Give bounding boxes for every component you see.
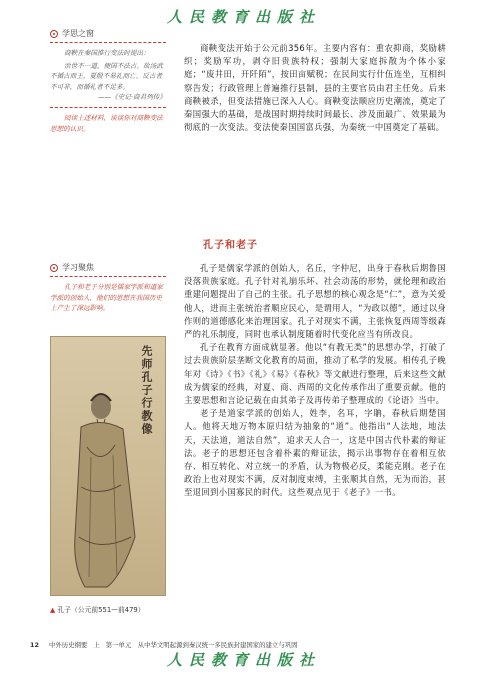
portrait-caption-text: 孔子（公元前551—前479） [57, 606, 145, 614]
sidebar-box-focus [50, 262, 166, 314]
paragraph-shang-yang: 商鞅变法开始于公元前356年。主要内容有：重农抑商，奖励耕织；奖励军功，剥夺旧贵族特权；强制大家庭拆散为个体小家庭；“废井田，开阡陌”，按田亩赋税；在民间实行什伍连坐，互相纠察告发；行政管理上普遍推行县制，县的主要官员由君主任免。后来商鞅被杀，但变法措施已深入人心。商鞅变法顺应历史潮流，奠定了秦国强大的基础，是战国时期持续时间最长、涉及面最广、效果最为彻底的一次变法。变法使秦国国富兵强，为秦统一中国奠定了基础。 [184, 43, 446, 133]
sidebar-focus-text: 孔子和老子分别是儒家学派和道家学派的创始人，他们的思想在我国历史上产生了深远影响。 [50, 283, 163, 313]
portrait-calligraphy: 先师孔子行教像 [140, 345, 153, 436]
paragraph-laozi: 老子是道家学派的创始人，姓李，名耳，字聃，春秋后期楚国人。他将天地万物本原归结为抽象的“道”。他指出“人法地，地法天，天法道，道法自然”，追求天人合一，这是中国古代朴素的辩证法。老子的思想还包含着朴素的辩证法，揭示出事物存在着相互依存、相互转化、对立统一的矛盾，认为物极必反，柔能克刚。老子在政治上也对现实不满，反对制度束缚，主张顺其自然，无为而治，甚至退回到小国寡民的时代。这些观点见于《老子》一书。 [184, 408, 446, 498]
sidebar-box-title: 学思之窗 [62, 29, 94, 38]
page-footer [30, 640, 298, 649]
confucius-portrait [50, 336, 166, 596]
sidebar-box-header [50, 262, 166, 273]
divider [50, 107, 166, 108]
sidebar-box-header [50, 28, 166, 39]
sidebar-question: 阅读上述材料，谈谈你对商鞅变法思想的认识。 [50, 113, 163, 133]
book-title: 中外历史纲要 [48, 641, 88, 649]
quote-source: ——《史记·商君列传》 [97, 93, 166, 102]
sidebar-box-title: 学习聚焦 [62, 263, 94, 272]
divider [50, 276, 166, 277]
sidebar-box-thinking [50, 28, 166, 134]
page-number: 12 [30, 641, 39, 649]
publisher-logo-bottom: 人民教育出版社 [166, 651, 321, 669]
unit-title: 第一单元 从中华文明起源到秦汉统一多民族封建国家的建立与巩固 [105, 641, 298, 649]
paragraph-education: 孔子在教育方面成就显著。他以“有教无类”的思想办学，打破了过去贵族阶层垄断文化教育的局面，推动了私学的发展。相传孔子晚年对《诗》《书》《礼》《易》《春秋》等文献进行整理，后来这些文献成为儒家的经典，对夏、商、西周的文化传承作出了重要贡献。他的主要思想和言论记载在由其弟子及再传弟子整理成的《论语》当中。 [184, 342, 446, 406]
quote-body: 治世不一道，便国不法古。故汤武不循古而王，夏殷不易礼而亡。反古者不可非，而循礼者不足多。 [50, 61, 163, 91]
portrait-caption [50, 604, 145, 614]
main-paragraph-1 [184, 42, 446, 134]
paragraph-confucius: 孔子是儒家学派的创始人，名丘，字仲尼，出身于春秋后期鲁国没落贵族家庭。孔子针对礼崩乐坏、社会动荡的形势，就伦理和政治重建问题提出了自己的主张。孔子思想的核心观念是“仁”，意为关爱他人，进而主张统治者顺应民心，是谓用人，“为政以德”，通过以身作则的道德感化来治理国家。孔子对现实不满，主张恢复西周等级森严的礼乐制度，同时也承认制度随着时代变化应当有所改良。 [184, 263, 446, 340]
book-volume: 上 [93, 641, 100, 649]
main-body-confucius-laozi [184, 262, 446, 500]
triangle-icon: ▲ [50, 606, 56, 614]
bullet-icon [50, 30, 58, 38]
divider [50, 42, 166, 43]
quote-intro: 商鞅在秦国推行变法时提出： [64, 49, 150, 57]
confucius-figure-image [51, 337, 166, 596]
section-title: 孔子和老子 [203, 240, 258, 251]
publisher-logo-top: 人民教育出版社 [166, 8, 321, 26]
bullet-icon [50, 264, 58, 272]
